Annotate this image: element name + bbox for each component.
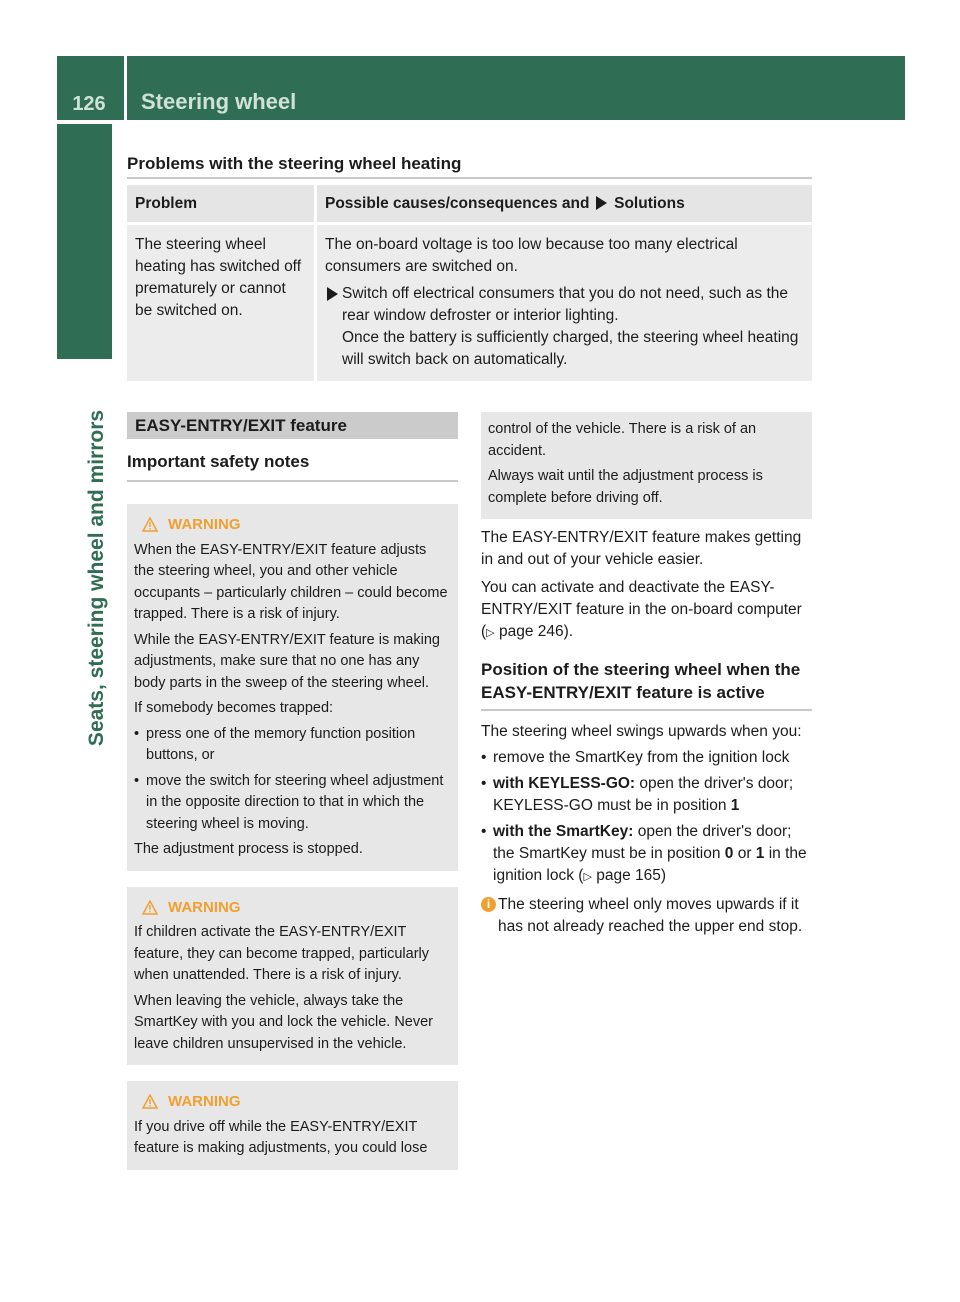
position-body	[481, 721, 812, 938]
problems-table	[127, 185, 812, 381]
warning-text: Always wait until the adjustment process is complete before driving off.	[488, 468, 763, 506]
solution-cell	[314, 225, 812, 381]
warning-icon	[142, 900, 158, 915]
right-column	[481, 412, 812, 938]
list-item-text: in the ignition lock (	[493, 845, 807, 884]
problems-rule	[127, 177, 812, 179]
solution-text-1: Switch off electrical consumers that you do not need, such as the rear window defroster or interior lighting.	[342, 285, 789, 324]
warning-text: If you drive off while the EASY-ENTRY/EXIT feature is making adjustments, you could lose	[134, 1118, 428, 1156]
safety-notes-heading: Important safety notes	[127, 452, 310, 471]
info-icon: i	[481, 897, 496, 912]
list-item-text: or	[733, 845, 756, 862]
left-column	[127, 412, 458, 1170]
solution-step	[325, 283, 804, 371]
side-chapter-title: Seats, steering wheel and mirrors	[85, 409, 108, 747]
activate-text	[481, 577, 812, 644]
position-number: 0	[724, 845, 734, 862]
activate-text-a: You can activate and deactivate the EASY-ENTRY/EXIT feature in the on-board computer (	[481, 579, 802, 640]
arrow-right-icon	[327, 287, 338, 301]
warning-box-continued	[481, 412, 812, 519]
col-solutions-label: Possible causes/consequences and	[325, 194, 590, 212]
page-ref-icon: ▷	[486, 627, 495, 639]
list-item-text: open the driver's door; the SmartKey must be in position	[493, 823, 792, 862]
list-item: • press one of the memory function position buttons, or	[134, 724, 450, 767]
header-separator	[124, 56, 127, 120]
page-reference-link[interactable]: page 246	[498, 623, 564, 640]
list-item-bold: with the SmartKey:	[493, 823, 634, 840]
col-solutions-header	[314, 185, 812, 225]
warning-icon	[142, 1094, 158, 1109]
cause-text: The on-board voltage is too low because too many electrical consumers are switched on.	[325, 236, 738, 275]
warning-heading	[134, 1091, 450, 1113]
problems-heading: Problems with the steering wheel heating	[127, 154, 462, 173]
warning-box	[127, 1081, 458, 1170]
chapter-title: Steering wheel	[141, 89, 297, 114]
page-ref-icon: ▷	[583, 871, 592, 883]
list-item: • move the switch for steering wheel adjustment in the opposite direction to that in which the steering wheel is moving.	[134, 771, 450, 836]
side-tab-gap	[57, 362, 112, 370]
swings-text: The steering wheel swings upwards when you:	[481, 723, 802, 740]
page-number: 126	[72, 93, 106, 115]
warning-text: If somebody becomes trapped:	[134, 700, 334, 716]
position-rule	[481, 709, 812, 711]
warning-label: WARNING	[168, 898, 241, 916]
list-item: • remove the SmartKey from the ignition lock	[481, 747, 812, 769]
arrow-right-icon	[596, 196, 607, 210]
warning-box	[127, 504, 458, 871]
list-item-text: )	[660, 867, 667, 884]
list-item-text: open the driver's door; KEYLESS-GO must be in position	[493, 775, 794, 814]
position-heading: Position of the steering wheel when the EASY-ENTRY/EXIT feature is active	[481, 660, 801, 702]
warning-text: The adjustment process is stopped.	[134, 841, 363, 857]
warning-box	[127, 887, 458, 1066]
position-number: 1	[755, 845, 765, 862]
warning-label: WARNING	[168, 1093, 241, 1110]
warning-heading	[134, 514, 450, 536]
warning-text: control of the vehicle. There is a risk of an accident.	[488, 421, 757, 459]
info-text: The steering wheel only moves upwards if it has not already reached the upper end stop.	[498, 896, 803, 935]
intro-text: The EASY-ENTRY/EXIT feature makes getting in and out of your vehicle easier.	[481, 529, 802, 568]
warning-icon	[142, 517, 158, 532]
table-header-row	[127, 185, 812, 225]
side-tab-block	[57, 124, 112, 359]
warning-text: If children activate the EASY-ENTRY/EXIT feature, they can become trapped, particularly when unattended. There is a risk of injury.	[134, 924, 429, 983]
table-row	[127, 225, 812, 381]
solution-text-2: Once the battery is sufficiently charged, the steering wheel heating will switch back on automatically.	[342, 329, 799, 368]
col-problem-header: Problem	[127, 185, 314, 225]
feature-heading: EASY-ENTRY/EXIT feature	[127, 412, 458, 439]
warning-heading	[134, 897, 450, 919]
warning-label: WARNING	[168, 516, 241, 533]
feature-intro	[481, 527, 812, 644]
list-item-bold: with KEYLESS-GO:	[493, 775, 636, 792]
warning-text: When leaving the vehicle, always take the SmartKey with you and lock the vehicle. Never leave children unsupervised in the vehicle.	[134, 992, 433, 1052]
warning-text: When the EASY-ENTRY/EXIT feature adjusts the steering wheel, you and other vehicle occupants – particularly children – could become trapped. There is a risk of injury.	[134, 541, 448, 622]
warning-text: While the EASY-ENTRY/EXIT feature is making adjustments, make sure that no one has any body parts in the sweep of the steering wheel.	[134, 631, 440, 691]
col-solutions-label-b: Solutions	[614, 194, 685, 212]
info-note	[481, 894, 812, 938]
problem-cell: The steering wheel heating has switched off prematurely or cannot be switched on.	[127, 225, 314, 381]
safety-rule	[127, 480, 458, 482]
list-item	[481, 773, 812, 817]
page-reference-link[interactable]: page 165	[596, 867, 661, 884]
activate-text-b: ).	[563, 623, 574, 640]
position-number: 1	[730, 797, 740, 814]
list-item	[481, 821, 812, 888]
